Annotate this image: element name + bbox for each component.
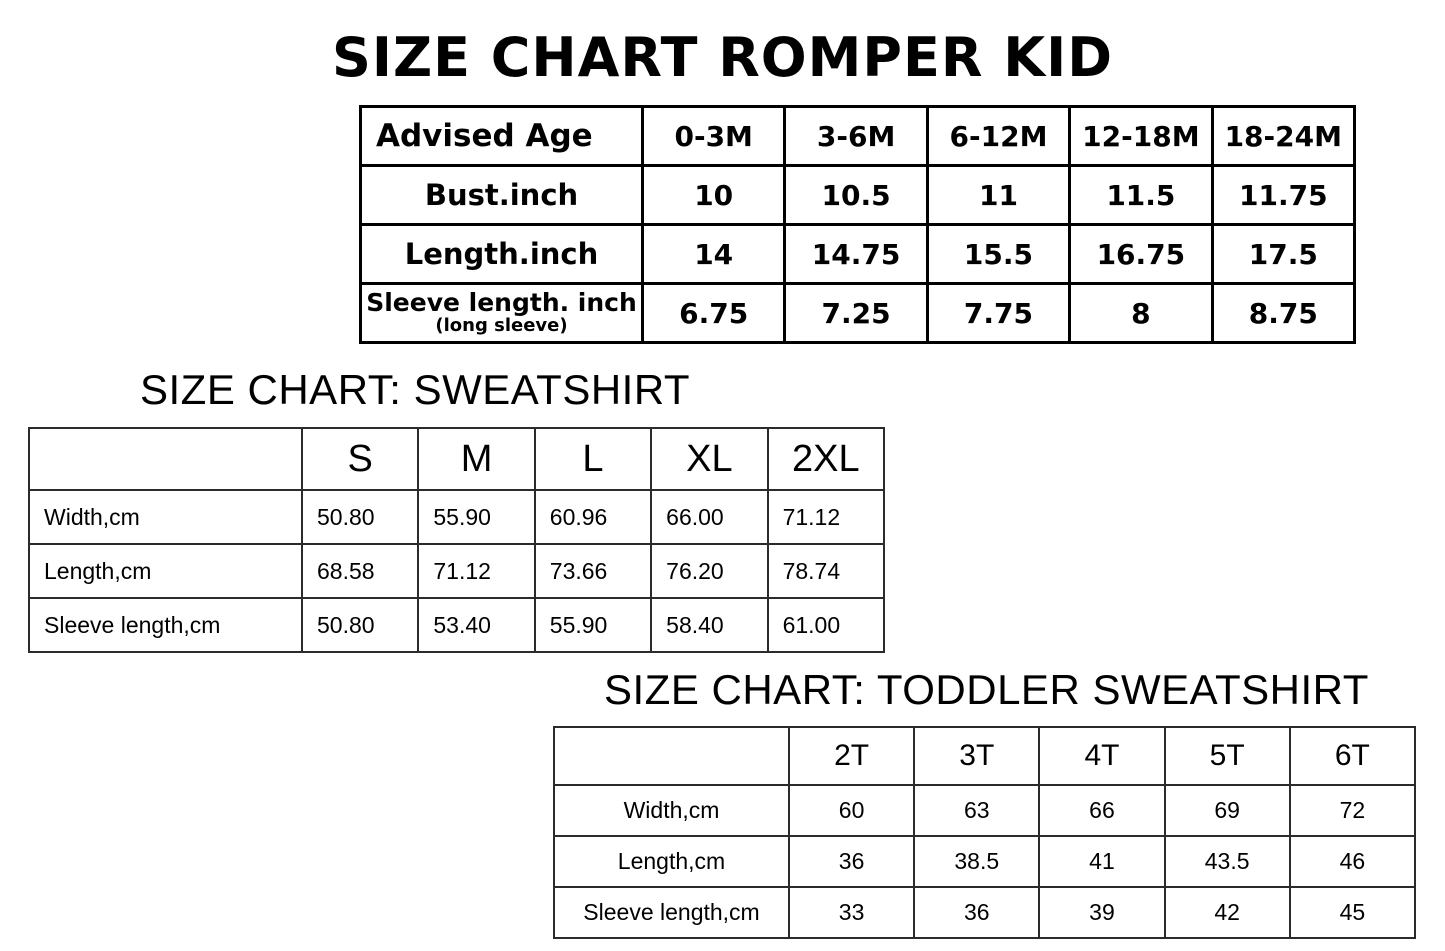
- sweatshirt-cell: 71.12: [768, 490, 884, 544]
- table-row: [554, 727, 1415, 785]
- sweatshirt-cell: 76.20: [651, 544, 767, 598]
- sweatshirt-cell: 66.00: [651, 490, 767, 544]
- sweatshirt-cell: 50.80: [302, 490, 418, 544]
- romper-cell: 11: [927, 166, 1069, 225]
- romper-col-header: 0-3M: [643, 107, 785, 166]
- romper-cell: 7.75: [927, 284, 1069, 343]
- romper-chart-title: SIZE CHART ROMPER KID: [331, 26, 1114, 89]
- sweatshirt-row-label: Sleeve length,cm: [29, 598, 302, 652]
- table-row: [361, 107, 1355, 166]
- table-row: [29, 490, 884, 544]
- romper-col-header: 12-18M: [1070, 107, 1212, 166]
- sweatshirt-cell: 55.90: [535, 598, 651, 652]
- toddler-cell: 72: [1290, 785, 1415, 836]
- toddler-cell: 69: [1165, 785, 1290, 836]
- romper-cell: 14.75: [785, 225, 927, 284]
- sweatshirt-cell: 71.12: [418, 544, 534, 598]
- sweatshirt-cell: 50.80: [302, 598, 418, 652]
- toddler-cell: 41: [1039, 836, 1164, 887]
- romper-cell: 8: [1070, 284, 1212, 343]
- romper-row-label: [361, 284, 643, 343]
- romper-cell: 10.5: [785, 166, 927, 225]
- sweatshirt-cell: 78.74: [768, 544, 884, 598]
- sweatshirt-cell: 73.66: [535, 544, 651, 598]
- romper-cell: 7.25: [785, 284, 927, 343]
- sweatshirt-col-header: 2XL: [768, 428, 884, 490]
- romper-row-label: Bust.inch: [361, 166, 643, 225]
- romper-col-header: 3-6M: [785, 107, 927, 166]
- romper-col-header: 6-12M: [927, 107, 1069, 166]
- sweatshirt-col-header: S: [302, 428, 418, 490]
- romper-header-label: Advised Age: [361, 107, 643, 166]
- toddler-col-header: 6T: [1290, 727, 1415, 785]
- romper-row-label: Length.inch: [361, 225, 643, 284]
- romper-row-label-note: (long sleeve): [435, 314, 568, 336]
- table-row: [29, 544, 884, 598]
- table-row: [29, 598, 884, 652]
- toddler-chart-title: SIZE CHART: TODDLER SWEATSHIRT: [604, 666, 1369, 713]
- romper-cell: 8.75: [1212, 284, 1354, 343]
- sweatshirt-cell: 68.58: [302, 544, 418, 598]
- table-row: [361, 225, 1355, 284]
- sweatshirt-cell: 60.96: [535, 490, 651, 544]
- romper-row-label-main: Sleeve length. inch: [366, 288, 637, 318]
- romper-cell: 16.75: [1070, 225, 1212, 284]
- toddler-cell: 38.5: [914, 836, 1039, 887]
- toddler-col-header: 2T: [789, 727, 914, 785]
- toddler-size-table: [553, 726, 1416, 939]
- toddler-row-label: Width,cm: [554, 785, 789, 836]
- romper-cell: 11.75: [1212, 166, 1354, 225]
- romper-cell: 11.5: [1070, 166, 1212, 225]
- romper-size-table: [359, 105, 1356, 344]
- sweatshirt-chart-title: SIZE CHART: SWEATSHIRT: [140, 366, 691, 413]
- toddler-row-label: Length,cm: [554, 836, 789, 887]
- toddler-cell: 46: [1290, 836, 1415, 887]
- romper-cell: 15.5: [927, 225, 1069, 284]
- toddler-cell: 33: [789, 887, 914, 938]
- toddler-cell: 45: [1290, 887, 1415, 938]
- sweatshirt-size-table: [28, 427, 885, 653]
- sweatshirt-cell: 61.00: [768, 598, 884, 652]
- toddler-col-header: 5T: [1165, 727, 1290, 785]
- toddler-cell: 42: [1165, 887, 1290, 938]
- table-row: [361, 284, 1355, 343]
- sweatshirt-col-header: M: [418, 428, 534, 490]
- sweatshirt-header-label: [29, 428, 302, 490]
- toddler-cell: 63: [914, 785, 1039, 836]
- toddler-cell: 43.5: [1165, 836, 1290, 887]
- toddler-row-label: Sleeve length,cm: [554, 887, 789, 938]
- romper-cell: 6.75: [643, 284, 785, 343]
- toddler-cell: 36: [789, 836, 914, 887]
- sweatshirt-row-label: Length,cm: [29, 544, 302, 598]
- sweatshirt-col-header: XL: [651, 428, 767, 490]
- toddler-cell: 36: [914, 887, 1039, 938]
- sweatshirt-cell: 55.90: [418, 490, 534, 544]
- toddler-cell: 66: [1039, 785, 1164, 836]
- romper-cell: 10: [643, 166, 785, 225]
- romper-cell: 14: [643, 225, 785, 284]
- sweatshirt-cell: 58.40: [651, 598, 767, 652]
- sweatshirt-col-header: L: [535, 428, 651, 490]
- sweatshirt-row-label: Width,cm: [29, 490, 302, 544]
- table-row: [29, 428, 884, 490]
- romper-col-header: 18-24M: [1212, 107, 1354, 166]
- toddler-cell: 39: [1039, 887, 1164, 938]
- table-row: [554, 887, 1415, 938]
- toddler-col-header: 3T: [914, 727, 1039, 785]
- sweatshirt-cell: 53.40: [418, 598, 534, 652]
- table-row: [554, 836, 1415, 887]
- toddler-header-label: [554, 727, 789, 785]
- table-row: [554, 785, 1415, 836]
- romper-cell: 17.5: [1212, 225, 1354, 284]
- toddler-col-header: 4T: [1039, 727, 1164, 785]
- table-row: [361, 166, 1355, 225]
- toddler-cell: 60: [789, 785, 914, 836]
